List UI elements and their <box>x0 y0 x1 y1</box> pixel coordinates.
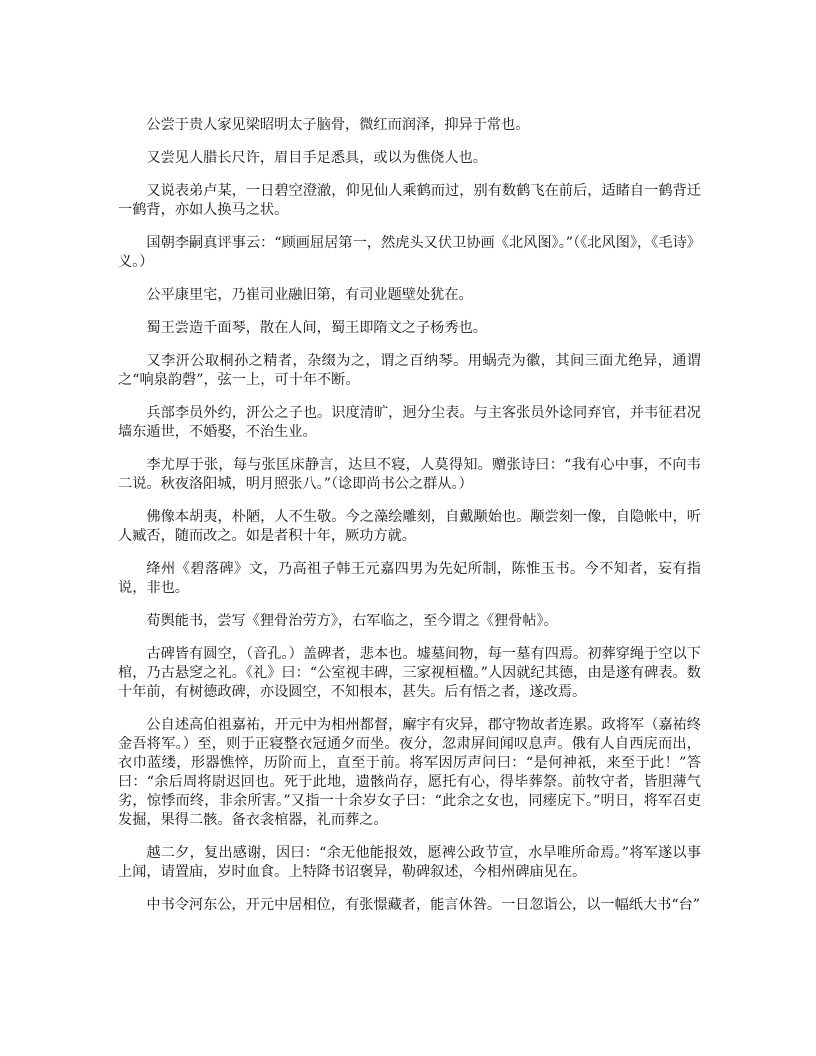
paragraph: 又说表弟卢某，一日碧空澄澈，仰见仙人乘鹤而过，别有数鹤飞在前后，适睹自一鹤背迁一鹤背，亦如人换马之状。 <box>118 183 701 218</box>
paragraph: 荀舆能书，尝写《狸骨治劳方》，右军临之，至今谓之《狸骨帖》。 <box>146 613 558 629</box>
paragraph: 中书令河东公，开元中居相位，有张憬藏者，能言休咎。一日忽诣公，以一幅纸大书“台” <box>146 897 701 913</box>
document-page <box>118 116 701 929</box>
paragraph: 蜀王尝造千面琴，散在人间，蜀王即隋文之子杨秀也。 <box>146 320 487 336</box>
paragraph: 公平康里宅，乃崔司业融旧第，有司业题壁处犹在。 <box>146 287 473 303</box>
paragraph: 兵部李员外约，汧公之子也。识度清旷，迥分尘表。与主客张员外谂同弃官，并韦征君况墙东遁世，不婚娶，不治生业。 <box>118 405 701 440</box>
paragraph: 越二夕，复出感谢，因曰：“余无他能报效，愿裨公政节宣，水旱唯所命焉。”将军遂以事上闻，请置庙，岁时血食。上特降书诏褒异，勒碑叙述，今相州碑庙见在。 <box>118 845 701 880</box>
paragraph: 公尝于贵人家见梁昭明太子脑骨，微红而润泽，抑异于常也。 <box>146 117 530 133</box>
paragraph: 国朝李嗣真评事云：“顾画屈居第一，然虎头又伏卫协画《北风图》。”（《北风图》，《毛诗》义。） <box>118 235 701 270</box>
paragraph: 又李汧公取桐孙之精者，杂缀为之，谓之百纳琴。用蜗壳为徽，其间三面尤绝异，通谓之“响泉韵磬”，弦一上，可十年不断。 <box>118 353 701 388</box>
paragraph: 古碑皆有圆空，（音孔。）盖碑者，悲本也。墟墓间物，每一墓有四焉。初葬穿绳于空以下棺，乃古悬窆之礼。《礼》曰：“公室视丰碑，三家视桓楹。”人因就纪其德，由是遂有碑表。数十年前，有树德政碑，亦设圆空，不知根本，甚失。后有悟之者，遂改焉。 <box>118 646 701 700</box>
paragraph: 李尤厚于张，每与张匡床静言，达旦不寝，人莫得知。赠张诗曰：“我有心中事，不向韦二说。秋夜洛阳城，明月照张八。”（谂即尚书公之群从。） <box>118 457 701 492</box>
paragraph: 佛像本胡夷，朴陋，人不生敬。今之藻绘雕刻，自戴颙始也。颙尝刻一像，自隐帐中，听人臧否，随而改之。如是者积十年，厥功方就。 <box>118 509 701 544</box>
paragraph: 公自述高伯祖嘉祐，开元中为相州都督，廨宇有灾异，郡守物故者连累。政将军（嘉祐终金吾将军。）至，则于正寝整衣冠通夕而坐。夜分，忽肃屏间闻叹息声。俄有人自西庑而出，衣巾蓝缕，形器憔悴，历阶而上，直至于前。将军因厉声问曰：“是何神祇，来至于此！”答曰：“余后周将尉迟回也。死于此地，遗骸尚存，愿托有心，得毕葬祭。前牧守者，皆胆薄气劣，惊悸而终，非余所害。”又指一十余岁女子曰：“此余之女也，同瘗庑下。”明日，将军召吏发掘，果得二骸。备衣衾棺器，礼而葬之。 <box>118 717 701 828</box>
paragraph: 又尝见人腊长尺许，眉目手足悉具，或以为僬侥人也。 <box>146 150 487 166</box>
paragraph: 绛州《碧落碑》文，乃高祖子韩王元嘉四男为先妃所制，陈惟玉书。今不知者，妄有指说，非也。 <box>118 561 701 596</box>
